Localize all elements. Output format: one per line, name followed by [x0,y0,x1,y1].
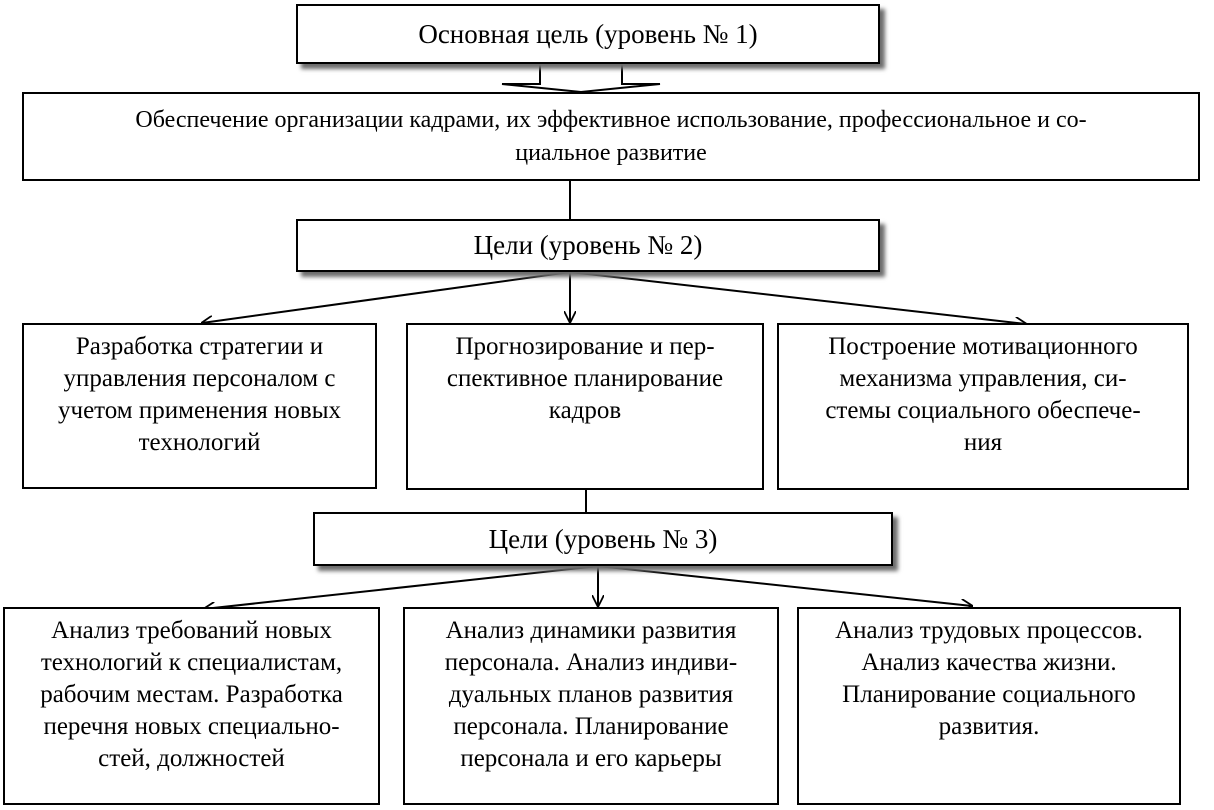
level3-goal-labor [797,607,1181,805]
arrow-level3-left [204,566,598,609]
level1-header [296,4,880,64]
level1-description-text: Обеспечение организации кадрами, их эффективное использование, профессиональное и со- циальное развитие [135,106,1087,166]
level2-goal-text: Прогнозирование и пер- спективное планирование кадров [446,333,724,424]
level1-description [22,92,1200,181]
level1-header-label: Основная цель (уровень № 1) [418,18,758,49]
level3-goal-requirements [3,607,380,805]
arrow-level3-right [598,566,972,606]
level3-header-label: Цели (уровень № 3) [488,523,718,554]
arrow-level2-right [570,272,1026,324]
level3-goal-text: Анализ трудовых процессов. Анализ качества жизни. Планирование социального развития. [835,617,1143,740]
level3-goal-text: Анализ динамики развития персонала. Анализ индиви- дуальных планов развития персонала. Планирование персонала и его карьеры [444,617,738,772]
level3-goal-dynamics [403,607,779,805]
level2-goal-text: Разработка стратегии и управления персоналом с учетом применения новых технологий [58,333,341,456]
level3-header [313,512,893,566]
level2-goal-text: Построение мотивационного механизма управления, си- стемы социального обеспече- ния [825,333,1141,456]
level2-goal-motivation [777,323,1189,490]
arrow-level2-left [202,272,570,323]
level3-goal-text: Анализ требований новых технологий к специалистам, рабочим местам. Разработка перечня новых специально- стей, должностей [40,617,343,772]
level2-header [296,219,880,272]
block-arrow [502,64,660,92]
level2-goal-forecasting [406,323,764,490]
level2-goal-strategy [22,323,377,489]
level2-header-label: Цели (уровень № 2) [473,230,703,260]
